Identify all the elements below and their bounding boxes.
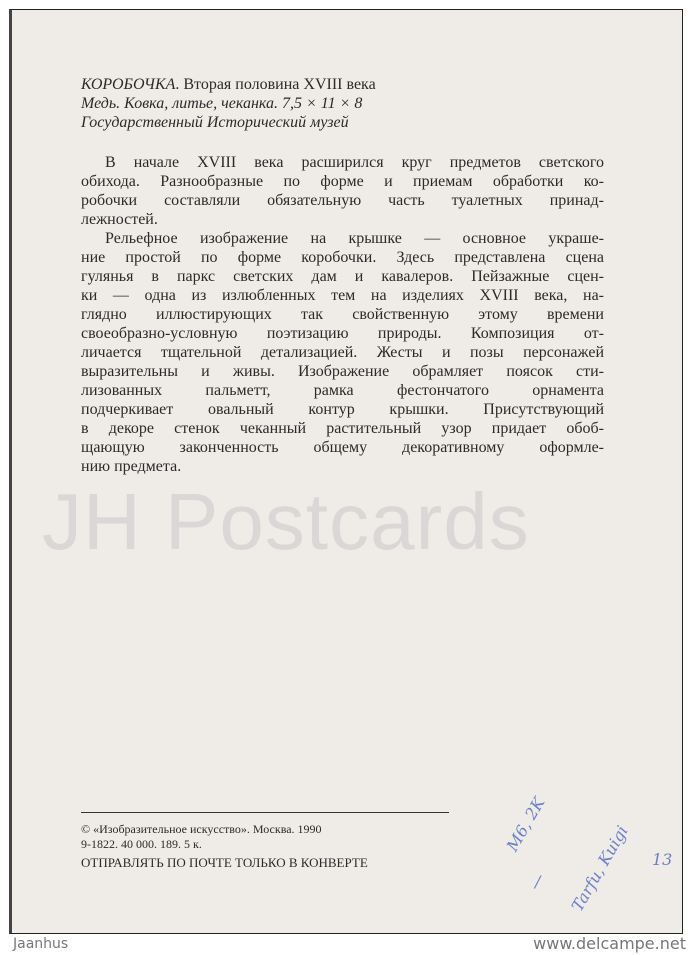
body-line: лизованных пальметт, рамка фестончатого орнамента	[81, 382, 604, 399]
museum: Государственный Исторический музей	[81, 114, 349, 131]
body-line: глядно иллюстирующих так свойственную этому времени	[81, 306, 604, 323]
body-line: своеобразно-условную поэтизацию природы. Композиция от-	[81, 325, 604, 342]
body-line: обихода. Разнообразные по форме и приемам обработки ко-	[81, 173, 604, 190]
print-code: 9-1822. 40 000. 189. 5 к.	[81, 837, 202, 851]
body-line: гулянья в паркс светских дам и кавалеров. Пейзажные сцен-	[81, 268, 604, 285]
body-line: лежностей.	[81, 211, 158, 228]
title-line	[81, 75, 376, 94]
body-line: подчеркивает овальный контур крышки. Присутствующий	[81, 401, 604, 418]
body-line: робочки составляли обязательную часть туалетных принад-	[81, 192, 604, 209]
material: Медь. Ковка, литье, чеканка. 7,5 × 11 × 8	[81, 95, 363, 112]
handwriting-3: Tarfu, Kuigi	[567, 822, 632, 915]
handwriting-4: 13	[652, 850, 673, 869]
seller-credit: Jaanhus	[13, 936, 69, 952]
watermark: JH Postcards	[42, 477, 530, 566]
body-line: выразительны и живы. Изображение обрамляет поясок сти-	[81, 363, 604, 380]
handwriting-2: /	[535, 872, 541, 891]
footer-divider	[81, 812, 449, 813]
body-line: Рельефное изображение на крышке — основное украше-	[105, 230, 604, 247]
body-line: щающую законченность общему декоративному оформле-	[81, 439, 604, 456]
site-credit: www.delcampe.net	[533, 934, 686, 953]
body-line: ние простой по форме коробочки. Здесь представлена сцена	[81, 249, 604, 266]
body-line: ки — одна из излюбленных тем на изделиях XVIII века, на-	[81, 287, 604, 304]
title: КОРОБОЧКА	[81, 76, 176, 93]
body-line: нию предмета.	[81, 458, 182, 475]
body-line: личается тщательной детализацией. Жесты и позы персонажей	[81, 344, 604, 361]
copyright: © «Изобразительное искусство». Москва. 1990	[81, 822, 322, 836]
handwriting-1: M6, 2K	[502, 794, 549, 855]
body-line: в декоре стенок чеканный растительный узор придает обоб-	[81, 420, 604, 437]
body-line: В начале XVIII века расширился круг предметов светского	[105, 154, 604, 171]
title-date: . Вторая половина XVIII века	[175, 76, 376, 93]
mailing-notice: ОТПРАВЛЯТЬ ПО ПОЧТЕ ТОЛЬКО В КОНВЕРТЕ	[81, 855, 368, 870]
